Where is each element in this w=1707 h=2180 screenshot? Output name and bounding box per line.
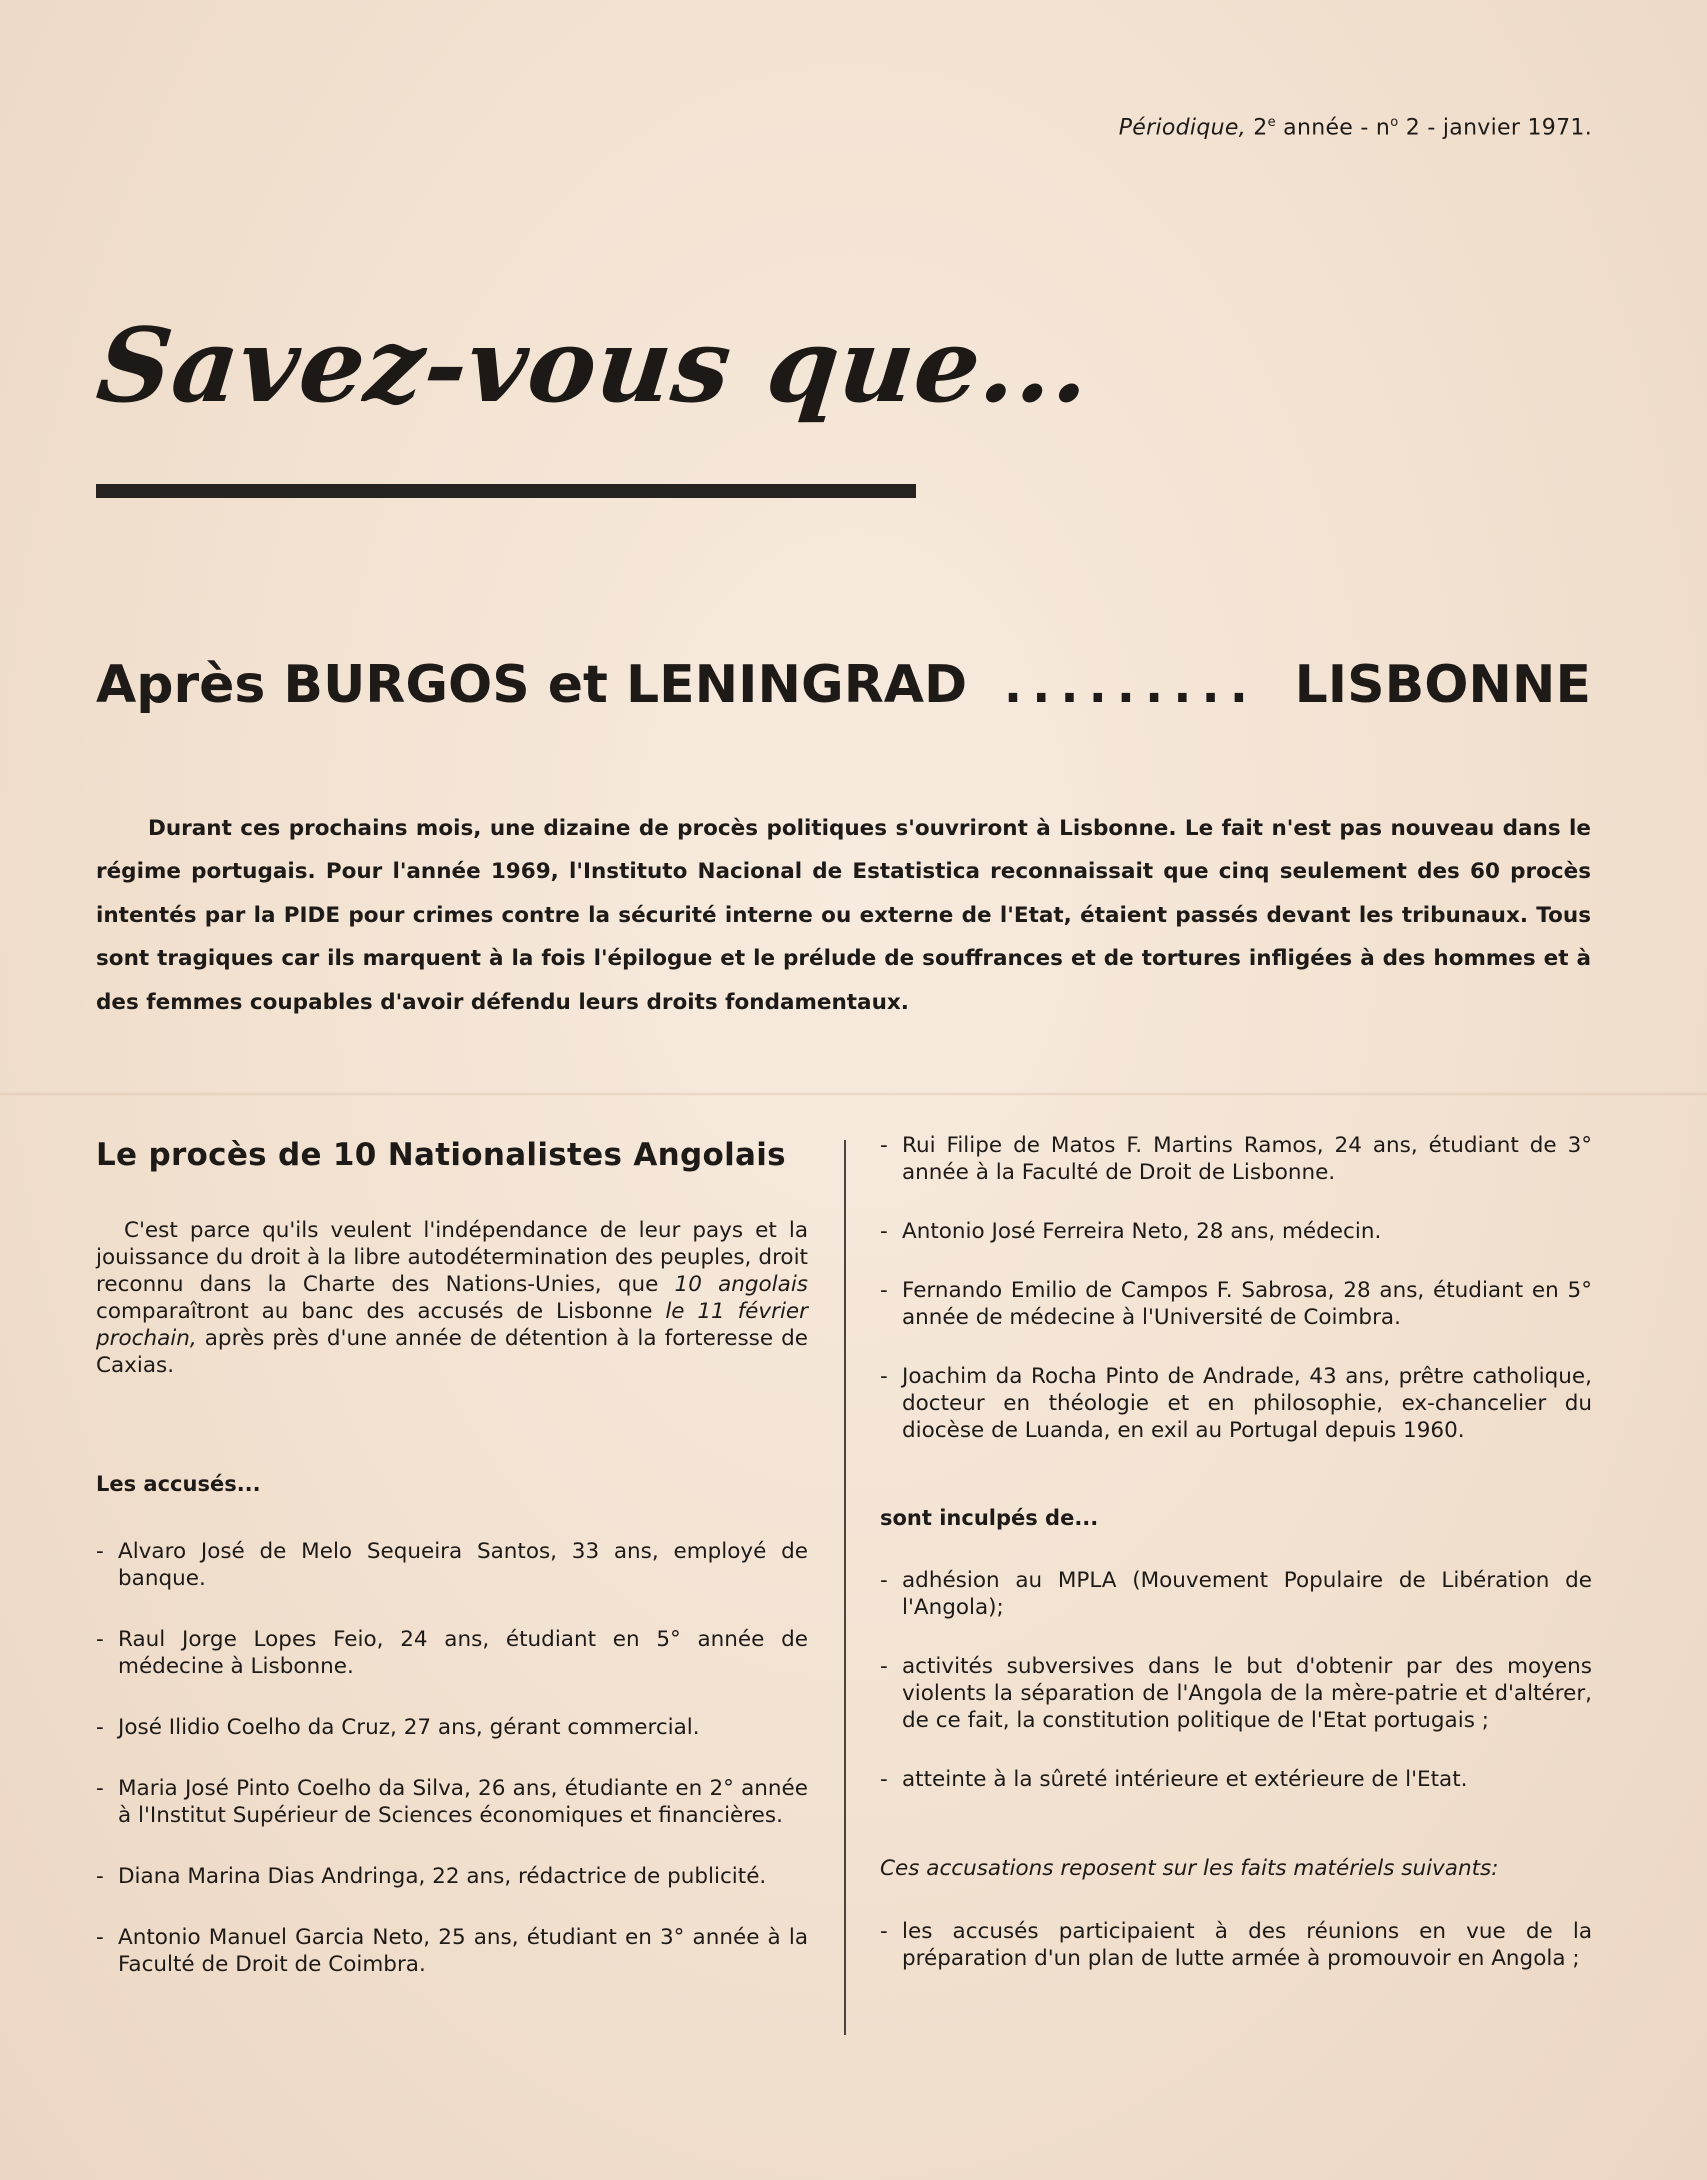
list-item: - Joachim da Rocha Pinto de Andrade, 43 ans, prêtre catholique, docteur en théologie et en philosophie, ex-chancelier du diocèse de Luanda, en exil au Portugal depuis 1960. <box>880 1363 1592 1444</box>
headline-right: LISBONNE <box>1294 655 1591 715</box>
issue-year-number: 2 <box>1253 115 1268 141</box>
masthead-title: Savez-vous que... <box>91 306 1097 426</box>
list-item: - atteinte à la sûreté intérieure et extérieure de l'Etat. <box>880 1766 1592 1793</box>
lead-text-2: comparaîtront au banc des accusés de Lisbonne <box>96 1299 653 1324</box>
list-item: - Diana Marina Dias Andringa, 22 ans, rédactrice de publicité. <box>96 1863 808 1890</box>
headline <box>96 655 1591 715</box>
issue-year-sup: e <box>1267 115 1276 130</box>
accused-list-left <box>96 1538 808 1978</box>
issue-periodique: Périodique, <box>1118 115 1246 141</box>
intro-paragraph: Durant ces prochains mois, une dizaine de procès politiques s'ouvriront à Lisbonne. Le fait n'est pas nouveau dans le régime portugais. Pour l'année 1969, l'Instituto Nacional de Estatistica reconnaissait que cinq seulement des 60 procès intentés par la PIDE pour crimes contre la sécurité interne ou externe de l'Etat, étaient passés devant les tribunaux. Tous sont tragiques car ils marquent à la fois l'épilogue et le prélude de souffrances et de tortures infligées à des hommes et à des femmes coupables d'avoir défendu leurs droits fondamentaux. <box>96 815 1591 1015</box>
headline-dots: ......... <box>1003 658 1258 714</box>
article-title: Le procès de 10 Nationalistes Angolais <box>96 1137 786 1173</box>
list-item: - les accusés participaient à des réunions en vue de la préparation d'un plan de lutte armée à promouvoir en Angola ; <box>880 1918 1592 1972</box>
headline-left: Après BURGOS et LENINGRAD <box>96 655 968 715</box>
list-item: - José Ilidio Coelho da Cruz, 27 ans, gérant commercial. <box>96 1714 808 1741</box>
spacer <box>96 1498 808 1538</box>
list-item: - Antonio José Ferreira Neto, 28 ans, médecin. <box>880 1218 1592 1245</box>
issue-year-text: année - n <box>1283 115 1391 141</box>
charges-list <box>880 1567 1592 1793</box>
list-item: - Antonio Manuel Garcia Neto, 25 ans, étudiant en 3° année à la Faculté de Droit de Coimbra. <box>96 1924 808 1978</box>
lead-emphasis-2: le 11 février prochain, <box>96 1299 808 1351</box>
list-item: - Rui Filipe de Matos F. Martins Ramos, 24 ans, étudiant de 3° année à la Faculté de Droit de Lisbonne. <box>880 1132 1592 1186</box>
spacer <box>880 1476 1592 1505</box>
spacer <box>880 1532 1592 1567</box>
list-item: - Alvaro José de Melo Sequeira Santos, 33 ans, employé de banque. <box>96 1538 808 1592</box>
lead-text-1: C'est parce qu'ils veulent l'indépendance de leur pays et la jouissance du droit à la libre autodétermination des peuples, droit reconnu dans la Charte des Nations-Unies, que <box>96 1218 808 1297</box>
lead-text-3: après près d'une année de détention à la forteresse de Caxias. <box>96 1326 808 1378</box>
list-item: - activités subversives dans le but d'obtenir par des moyens violents la séparation de l'Angola de la mère-patrie et d'altérer, de ce fait, la constitution politique de l'Etat portugais ; <box>880 1653 1592 1734</box>
spacer <box>96 1379 808 1471</box>
issue-number-sup: o <box>1390 115 1399 130</box>
facts-list <box>880 1918 1592 1972</box>
spacer <box>880 1882 1592 1918</box>
accused-list-right <box>880 1132 1592 1444</box>
list-item: - Raul Jorge Lopes Feio, 24 ans, étudiant en 5° année de médecine à Lisbonne. <box>96 1626 808 1680</box>
article-lead <box>96 1217 808 1379</box>
masthead-rule <box>96 484 916 498</box>
issue-number-date: 2 - janvier 1971. <box>1405 115 1592 141</box>
list-item: - Maria José Pinto Coelho da Silva, 26 ans, étudiante en 2° année à l'Institut Supérieur de Sciences économiques et financières. <box>96 1775 808 1829</box>
paper-fold-line <box>0 1092 1707 1096</box>
facts-label: Ces accusations reposent sur les faits matériels suivants: <box>880 1856 1499 1881</box>
accused-label: Les accusés... <box>96 1472 261 1496</box>
column-divider <box>844 1140 846 2035</box>
list-item: - adhésion au MPLA (Mouvement Populaire de Libération de l'Angola); <box>880 1567 1592 1621</box>
issue-line <box>1119 115 1592 140</box>
list-item: - Fernando Emilio de Campos F. Sabrosa, 28 ans, étudiant en 5° année de médecine à l'Université de Coimbra. <box>880 1277 1592 1331</box>
spacer <box>880 1825 1592 1855</box>
lead-emphasis-1: 10 angolais <box>674 1272 808 1297</box>
right-column <box>880 1135 1592 1992</box>
charges-label: sont inculpés de... <box>880 1506 1099 1530</box>
left-column <box>96 1135 808 2012</box>
